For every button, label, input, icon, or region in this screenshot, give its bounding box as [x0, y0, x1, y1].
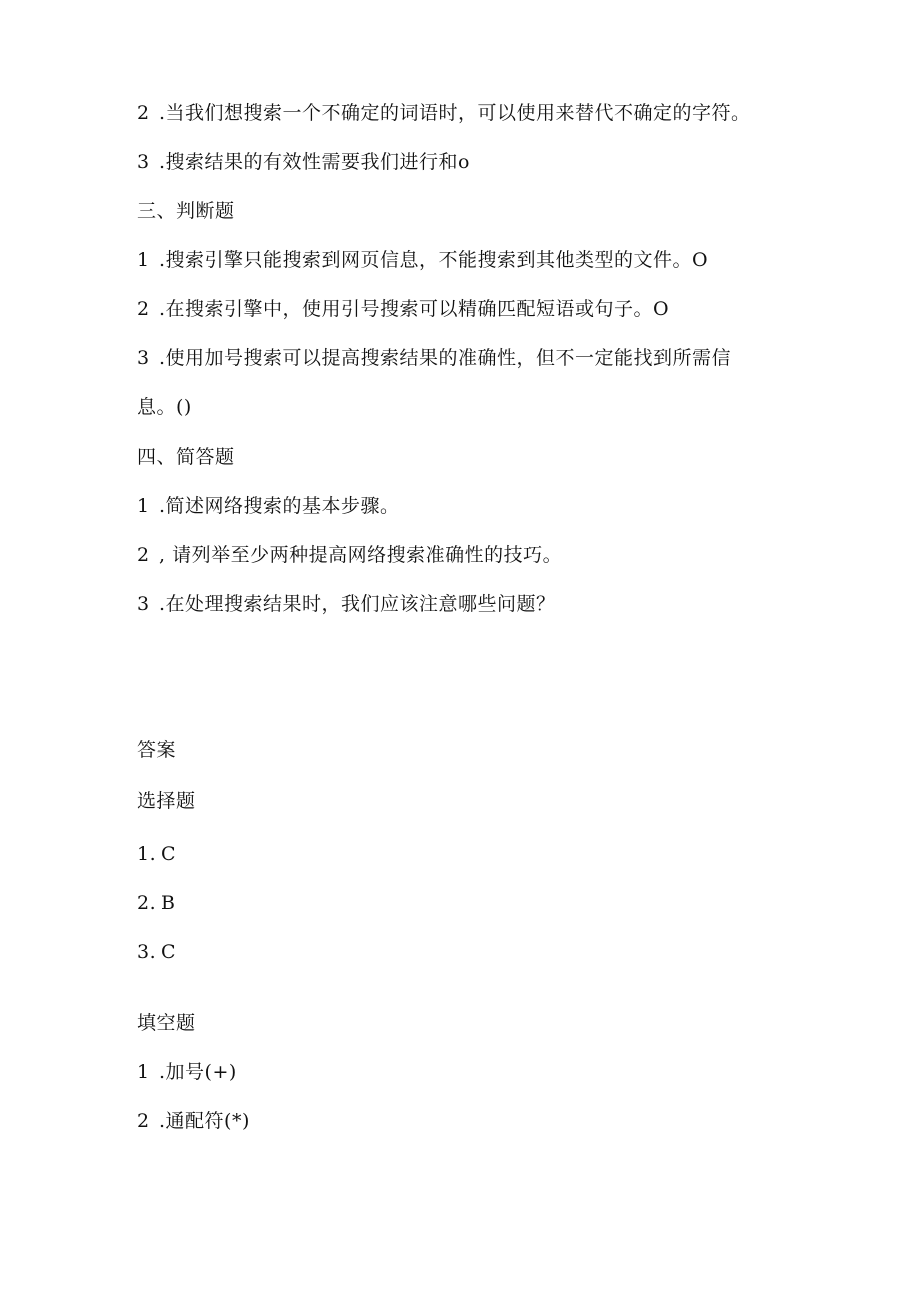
answer-number: 2.: [137, 892, 157, 914]
question-text: .在搜索引擎中，使用引号搜索可以精确匹配短语或句子。O: [159, 298, 670, 320]
fill-answer-1: [137, 1060, 237, 1084]
fill-question-3: [137, 150, 470, 174]
answer-number: 2: [137, 1110, 150, 1132]
choice-answers-heading: 选择题: [137, 790, 196, 812]
question-text: , 请列举至少两种提高网络搜索准确性的技巧。: [159, 544, 563, 566]
question-number: 3: [137, 151, 150, 173]
fill-answers-heading: 填空题: [137, 1012, 196, 1034]
question-text: .使用加号搜索可以提高搜索结果的准确性，但不一定能找到所需信: [159, 347, 732, 369]
fill-question-2: [137, 101, 751, 125]
answer-number: 1.: [137, 843, 157, 865]
question-number: 2: [137, 102, 150, 124]
choice-answer-2: [137, 891, 175, 915]
choice-answer-3: [137, 940, 176, 964]
judge-heading: 三、判断题: [137, 200, 235, 222]
answer-value: .通配符(*): [159, 1110, 250, 1132]
question-text: .在处理搜索结果时，我们应该注意哪些问题？: [159, 593, 556, 615]
question-text: .搜索结果的有效性需要我们进行和o: [159, 151, 470, 173]
answer-value: C: [161, 843, 177, 865]
choice-answer-1: [137, 842, 176, 866]
judge-question-3: [137, 346, 731, 370]
answers-heading: 答案: [137, 739, 177, 761]
short-question-2: [137, 543, 562, 567]
question-number: 1: [137, 249, 150, 271]
judge-question-3-continued: 息。(): [137, 396, 192, 418]
question-number: 2: [137, 298, 150, 320]
answer-value: .加号(+): [159, 1061, 237, 1083]
question-number: 1: [137, 495, 150, 517]
short-answer-heading: 四、简答题: [137, 446, 235, 468]
short-question-3: [137, 592, 556, 616]
question-text: .简述网络搜索的基本步骤。: [159, 495, 400, 517]
question-text: .当我们想搜索一个不确定的词语时，可以使用来替代不确定的字符。: [159, 102, 751, 124]
judge-question-1: [137, 248, 708, 272]
answer-number: 3.: [137, 941, 157, 963]
answer-value: B: [161, 892, 176, 914]
fill-answer-2: [137, 1109, 250, 1133]
question-number: 3: [137, 593, 150, 615]
answer-number: 1: [137, 1061, 150, 1083]
question-number: 2: [137, 544, 150, 566]
question-text: .搜索引擎只能搜索到网页信息，不能搜索到其他类型的文件。O: [159, 249, 709, 271]
short-question-1: [137, 494, 400, 518]
question-number: 3: [137, 347, 150, 369]
answer-value: C: [161, 941, 177, 963]
judge-question-2: [137, 297, 669, 321]
